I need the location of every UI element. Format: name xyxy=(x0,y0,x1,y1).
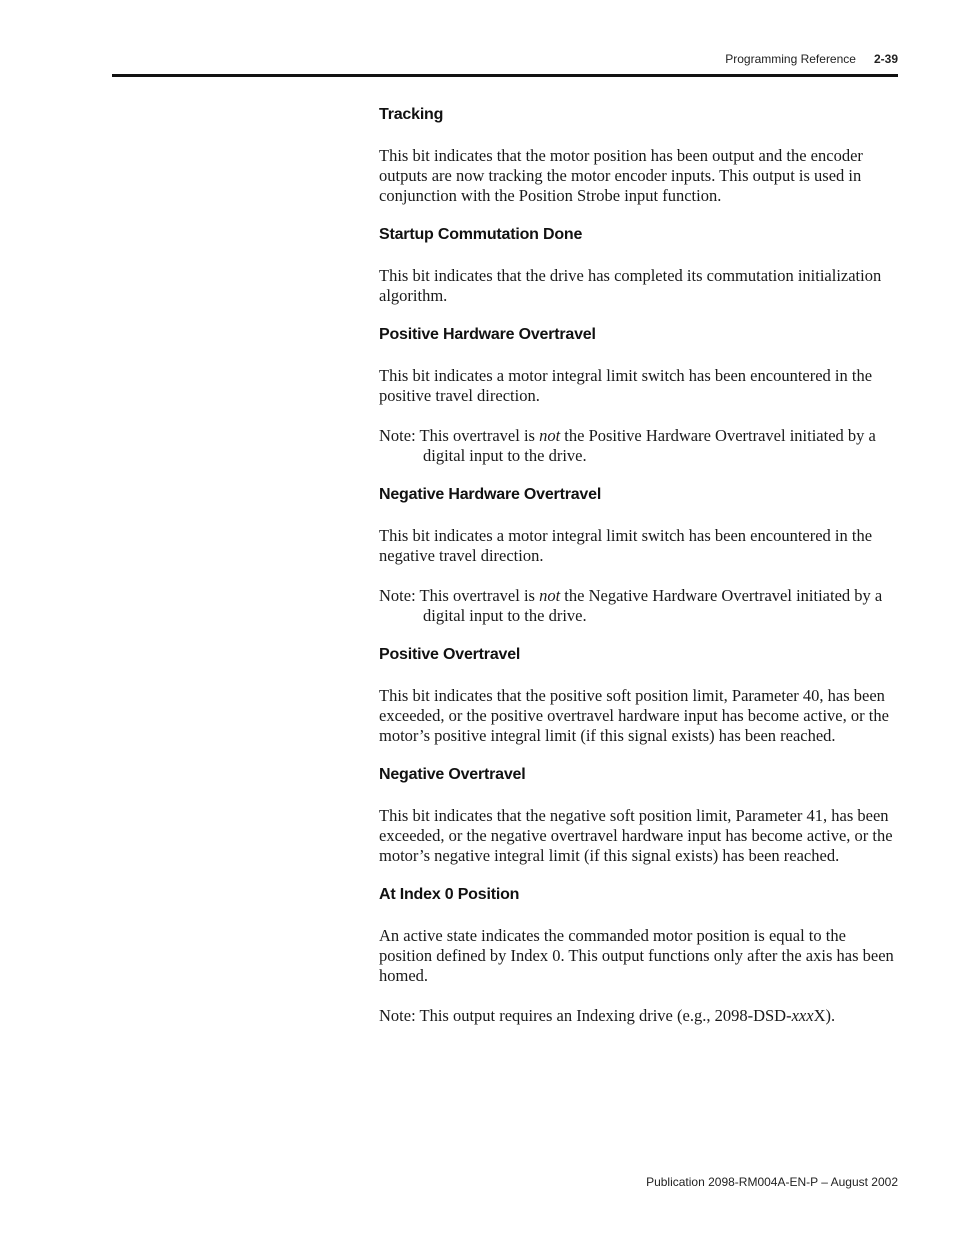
note-text: Note: This overtravel is xyxy=(379,586,540,605)
note-text: Note: This overtravel is xyxy=(379,426,540,445)
running-header-title: Programming Reference xyxy=(725,52,856,66)
note-text: the Positive Hardware Overtravel initiated by a digital input to the drive. xyxy=(423,426,876,465)
section-body: This bit indicates that the drive has completed its commutation initialization algorithm. xyxy=(379,266,882,305)
section-heading: Startup Commutation Done xyxy=(379,226,583,243)
section-body: This bit indicates that the motor position has been output and the encoder outputs are now tracking the motor encoder inputs. This output is used in conjunction with the Position Strobe input function. xyxy=(379,146,863,205)
section-positive-overtravel xyxy=(379,646,899,746)
section-note xyxy=(379,1006,899,1026)
note-emphasis: xxx xyxy=(791,1006,814,1025)
section-body: An active state indicates the commanded motor position is equal to the position defined by Index 0. This output functions only after the axis has been homed. xyxy=(379,926,894,985)
section-heading: Negative Hardware Overtravel xyxy=(379,486,602,503)
section-heading: Negative Overtravel xyxy=(379,766,526,783)
page-header xyxy=(725,52,898,66)
section-negative-overtravel xyxy=(379,766,899,866)
section-at-index-0-position xyxy=(379,886,899,1026)
section-body: This bit indicates a motor integral limit switch has been encountered in the negative travel direction. xyxy=(379,526,873,565)
section-positive-hardware-overtravel xyxy=(379,326,899,466)
section-heading: Tracking xyxy=(379,106,444,123)
page-number: 2-39 xyxy=(873,52,898,66)
main-content xyxy=(379,106,899,1046)
note-emphasis: not xyxy=(539,586,561,605)
section-startup-commutation-done xyxy=(379,226,899,306)
note-text: X). xyxy=(813,1006,836,1025)
note-text: Note: This output requires an Indexing drive (e.g., 2098-DSD- xyxy=(379,1006,792,1025)
section-body: This bit indicates that the negative soft position limit, Parameter 41, has been exceeded, or the negative overtravel hardware input has become active, or the motor’s negative integral limit (if this signal exists) has been reached. xyxy=(379,806,893,865)
section-body: This bit indicates a motor integral limit switch has been encountered in the positive travel direction. xyxy=(379,366,873,405)
section-note xyxy=(379,586,899,626)
note-emphasis: not xyxy=(539,426,561,445)
section-note xyxy=(379,426,899,466)
section-heading: At Index 0 Position xyxy=(379,886,520,903)
section-heading: Positive Hardware Overtravel xyxy=(379,326,596,343)
note-text: the Negative Hardware Overtravel initiated by a digital input to the drive. xyxy=(423,586,883,625)
publication-info: Publication 2098-RM004A-EN-P – August 2002 xyxy=(646,1175,898,1189)
header-rule xyxy=(112,74,898,77)
section-heading: Positive Overtravel xyxy=(379,646,521,663)
section-body: This bit indicates that the positive soft position limit, Parameter 40, has been exceeded, or the positive overtravel hardware input has become active, or the motor’s positive integral limit (if this signal exists) has been reached. xyxy=(379,686,889,745)
section-negative-hardware-overtravel xyxy=(379,486,899,626)
section-tracking xyxy=(379,106,899,206)
page-footer xyxy=(646,1175,898,1189)
